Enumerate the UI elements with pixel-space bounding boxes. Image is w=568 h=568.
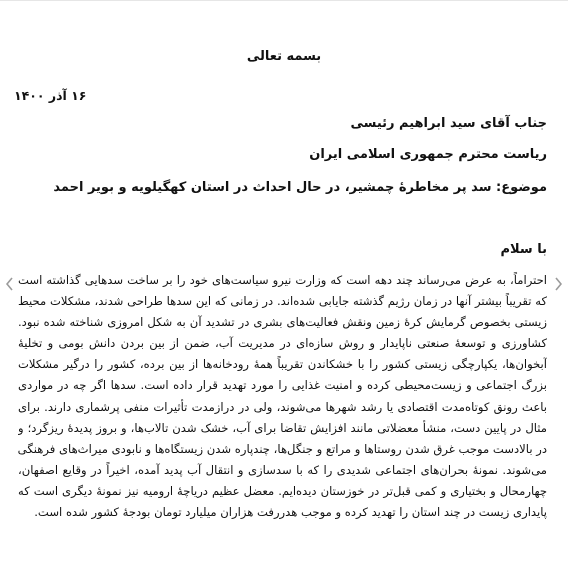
letter-date: ۱۶ آذر ۱۴۰۰ bbox=[14, 88, 87, 103]
letter-subject: موضوع: سد پر مخاطرۀ چمشیر، در حال احداث در استان کهگیلویه و بویر احمد bbox=[53, 180, 547, 195]
greeting: با سلام bbox=[500, 242, 547, 257]
body-line: باعث رونق کوتاه‌مدت اقتصادی یا رشد شهرها می‌شوند، ولی در درازمدت تأثیرات منفی پرشماری دارند. برای bbox=[18, 399, 547, 414]
recipient-title: ریاست محترم جمهوری اسلامی ایران bbox=[309, 147, 547, 162]
body-line: آبخوان‌ها، یکپارچگی زیستی کشور را با خشکاندن تقریباً همۀ رودخانه‌ها از بین برده، کشور را درگیر مشکلات bbox=[18, 357, 547, 372]
body-line: چهارمحال و بختیاری و کمی قبل‌تر در خوزستان دیده‌ایم. معضل عظیم دریاچۀ ارومیه نیز نمونۀ دیگری است که bbox=[18, 483, 547, 498]
top-divider bbox=[0, 0, 568, 1]
recipient-name: جناب آقای سید ابراهیم رئیسی bbox=[350, 116, 547, 131]
body-line: پایداری زیست در چند استان را تهدید کرده و موجب هدررفت هزاران میلیارد تومان بودجۀ کشور شده است. bbox=[34, 505, 547, 520]
chevron-right-icon[interactable] bbox=[552, 277, 564, 293]
body-line: زیستی بخصوص گرمایش کرۀ زمین ونقش فعالیت‌های بشری در تشدید آن به شکل امروزی شناخته شده نبود. bbox=[18, 315, 547, 330]
body-line: در بالادست موجب غرق شدن روستاها و مراتع و جنگل‌ها، چندپاره شدن زیستگاه‌ها و نابودی میراث‌های فرهنگی bbox=[18, 441, 547, 456]
letter-heading: بسمه تعالی bbox=[246, 49, 322, 64]
chevron-left-icon[interactable] bbox=[4, 277, 16, 293]
body-line: مثال در پایین دست، منشأ معضلاتی مانند افزایش تقاضا برای آب، خشک شدن تالاب‌ها، و بروز پدیدۀ ریزگرد؛ و bbox=[18, 420, 547, 435]
body-line: بزرگ اجتماعی و زیست‌محیطی کرده و امنیت غذایی را مورد تهدید قرار داده است. سدها اگر چه در مواردی bbox=[18, 378, 547, 393]
body-line: احتراماً، به عرض می‌رساند چند دهه است که وزارت نیرو سیاست‌های خود را بر ساخت سدهایی گذاشته است bbox=[18, 273, 547, 287]
body-line: می‌شوند. نمونۀ بحران‌های اجتماعی شدیدی را که با سدسازی و انتقال آب پدید آمده، اخیراً در وقایع اصفهان، bbox=[18, 462, 547, 477]
body-line: کشاورزی و توسعۀ صنعتی ناپایدار و روش سازه‌ای در مدیریت آب، ضمن از بین بردن دانش بومی و تخلیۀ bbox=[18, 336, 547, 351]
body-line: که تقریباً بیشتر آنها در زمان رژیم گذشته جایابی شده‌اند. در زمانی که این سدها طراحی شدند، مشکلات محیط bbox=[18, 294, 547, 309]
letter-body bbox=[18, 270, 547, 523]
